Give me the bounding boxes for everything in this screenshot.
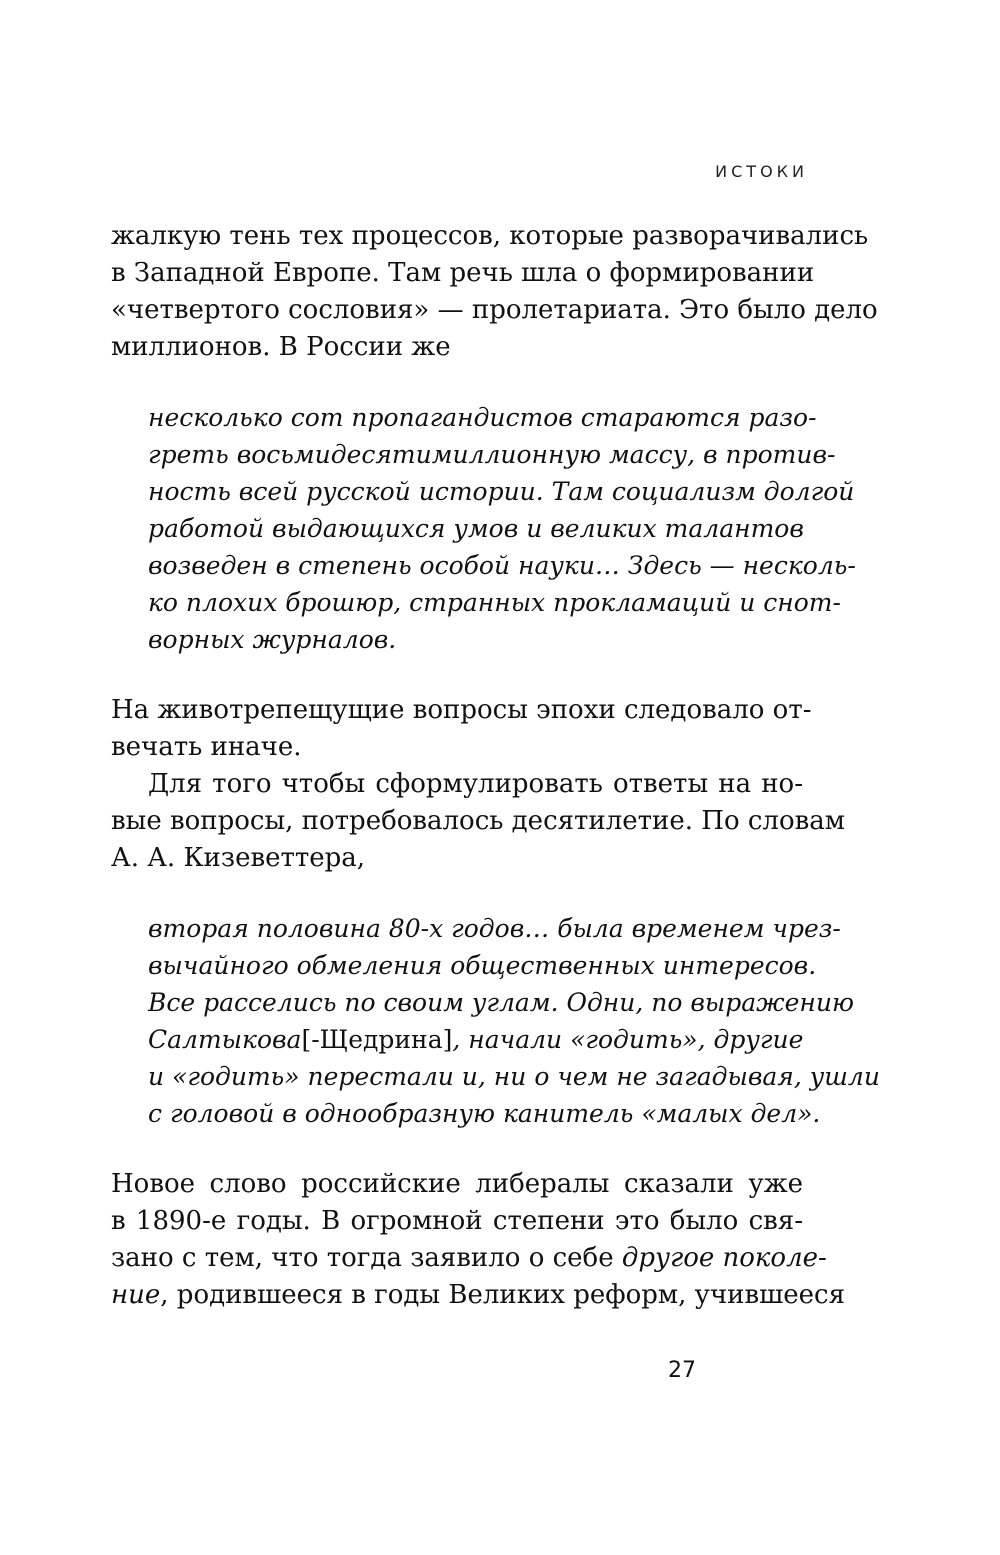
- text-line: [111, 1240, 827, 1277]
- emphasis-text: другое поколе-: [621, 1243, 827, 1273]
- quote-line: работой выдающихся умов и великих талантов: [148, 514, 804, 543]
- quote-line: ко плохих брошюр, странных прокламаций и снот-: [148, 588, 841, 617]
- text-span: зано с тем, что тогда заявило о себе: [111, 1243, 622, 1273]
- quote-text: Салтыкова: [148, 1025, 302, 1054]
- quote-line: вычайного обмеления общественных интересов.: [148, 951, 817, 980]
- quote-line: [148, 1021, 804, 1058]
- text-line: вечать иначе.: [111, 732, 302, 762]
- paragraph-2: [111, 692, 812, 766]
- text-line: вые вопросы, потребовалось десятилетие. По словам: [111, 806, 845, 836]
- text-line: [111, 1277, 846, 1314]
- quote-line: возведен в степень особой науки… Здесь — несколь-: [148, 551, 856, 580]
- text-span: , родившееся в годы Великих реформ, учившееся: [160, 1280, 846, 1310]
- quote-line: и «годить» перестали и, ни о чем не загадывая, ушли: [148, 1062, 880, 1091]
- quote-line: ность всей русской истории. Там социализм долгой: [148, 477, 855, 506]
- paragraph-4: [111, 1166, 846, 1314]
- quote-line: вторая половина 80-х годов… была временем чрез-: [148, 914, 841, 943]
- text-line: миллионов. В России же: [111, 332, 451, 362]
- paragraph-3: [111, 766, 845, 877]
- text-line: в 1890-е годы. В огромной степени это было свя-: [111, 1206, 803, 1236]
- text-line: А. А. Кизеветтера,: [111, 843, 366, 873]
- quote-text: , начали «годить», другие: [452, 1025, 804, 1054]
- text-line: Для того чтобы сформулировать ответы на но-: [148, 769, 803, 799]
- quote-line: ворных журналов.: [148, 625, 397, 654]
- text-line: жалкую тень тех процессов, которые разворачивались: [111, 221, 869, 251]
- quote-line: греть восьмидесятимиллионную массу, в против-: [148, 440, 836, 469]
- text-line: На животрепещущие вопросы эпохи следовало от-: [111, 695, 812, 725]
- paragraph-1: [111, 218, 878, 366]
- text-line: Новое слово российские либералы сказали уже: [111, 1169, 803, 1199]
- text-line: в Западной Европе. Там речь шла о формировании: [111, 258, 815, 288]
- quote-line: Все расселись по своим углам. Одни, по выражению: [148, 988, 854, 1017]
- block-quote-1: [111, 399, 856, 658]
- block-quote-2: [111, 910, 880, 1132]
- editorial-insertion: [-Щедрина]: [301, 1025, 453, 1054]
- page-number: 27: [668, 1358, 696, 1383]
- quote-line: несколько сот пропагандистов стараются разо-: [148, 403, 817, 432]
- quote-line: с головой в однообразную канитель «малых дел».: [148, 1099, 821, 1128]
- emphasis-text: ние: [111, 1280, 161, 1310]
- running-head: ИСТОКИ: [715, 162, 808, 181]
- text-line: «четвертого сословия» — пролетариата. Это было дело: [111, 295, 878, 325]
